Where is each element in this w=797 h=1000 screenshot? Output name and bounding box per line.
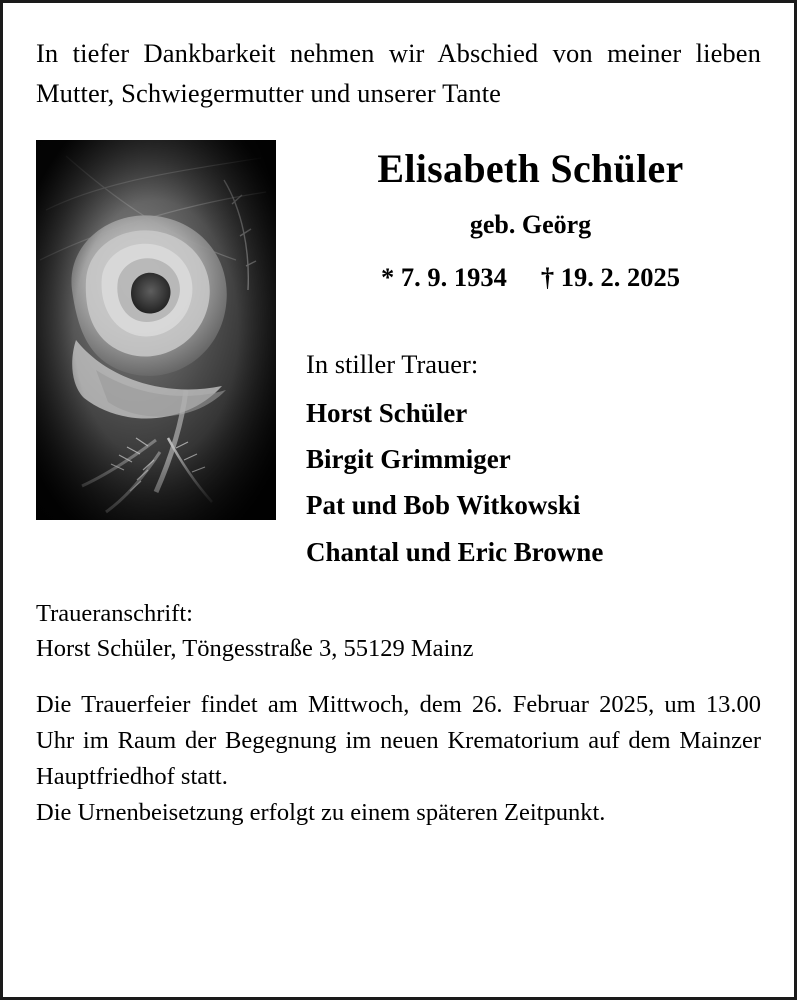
life-dates xyxy=(300,262,761,293)
rose-photo xyxy=(36,140,276,520)
mourners-list xyxy=(300,390,761,576)
maiden-name: geb. Geörg xyxy=(469,209,592,239)
list-item: Horst Schüler xyxy=(306,397,468,428)
list-item: Pat und Bob Witkowski xyxy=(306,490,581,521)
address-text: Horst Schüler, Töngesstraße 3, 55129 Mainz xyxy=(36,635,474,663)
intro-text: In tiefer Dankbarkeit nehmen wir Abschied von meiner lieben Mutter, Schwiegermutter und unserer Tante xyxy=(36,38,761,109)
photo-container xyxy=(36,138,276,520)
birth-date: * 7. 9. 1934 xyxy=(381,261,507,292)
mourning-label: In stiller Trauer: xyxy=(306,348,479,379)
deceased-name: Elisabeth Schüler xyxy=(377,145,684,191)
address-label: Traueranschrift: xyxy=(36,600,193,628)
death-date: † 19. 2. 2025 xyxy=(540,261,680,292)
notice-body xyxy=(36,138,761,576)
service-info: Die Trauerfeier findet am Mittwoch, dem 26. Februar 2025, um 13.00 Uhr im Raum der Begegnung im neuen Krematorium auf dem Mainzer Hauptfriedhof statt. xyxy=(36,690,761,790)
list-item: Birgit Grimmiger xyxy=(306,443,511,474)
burial-info: Die Urnenbeisetzung erfolgt zu einem späteren Zeitpunkt. xyxy=(36,798,606,826)
address-block xyxy=(36,597,761,667)
list-item: Chantal und Eric Browne xyxy=(306,536,604,567)
details-column xyxy=(276,138,761,576)
